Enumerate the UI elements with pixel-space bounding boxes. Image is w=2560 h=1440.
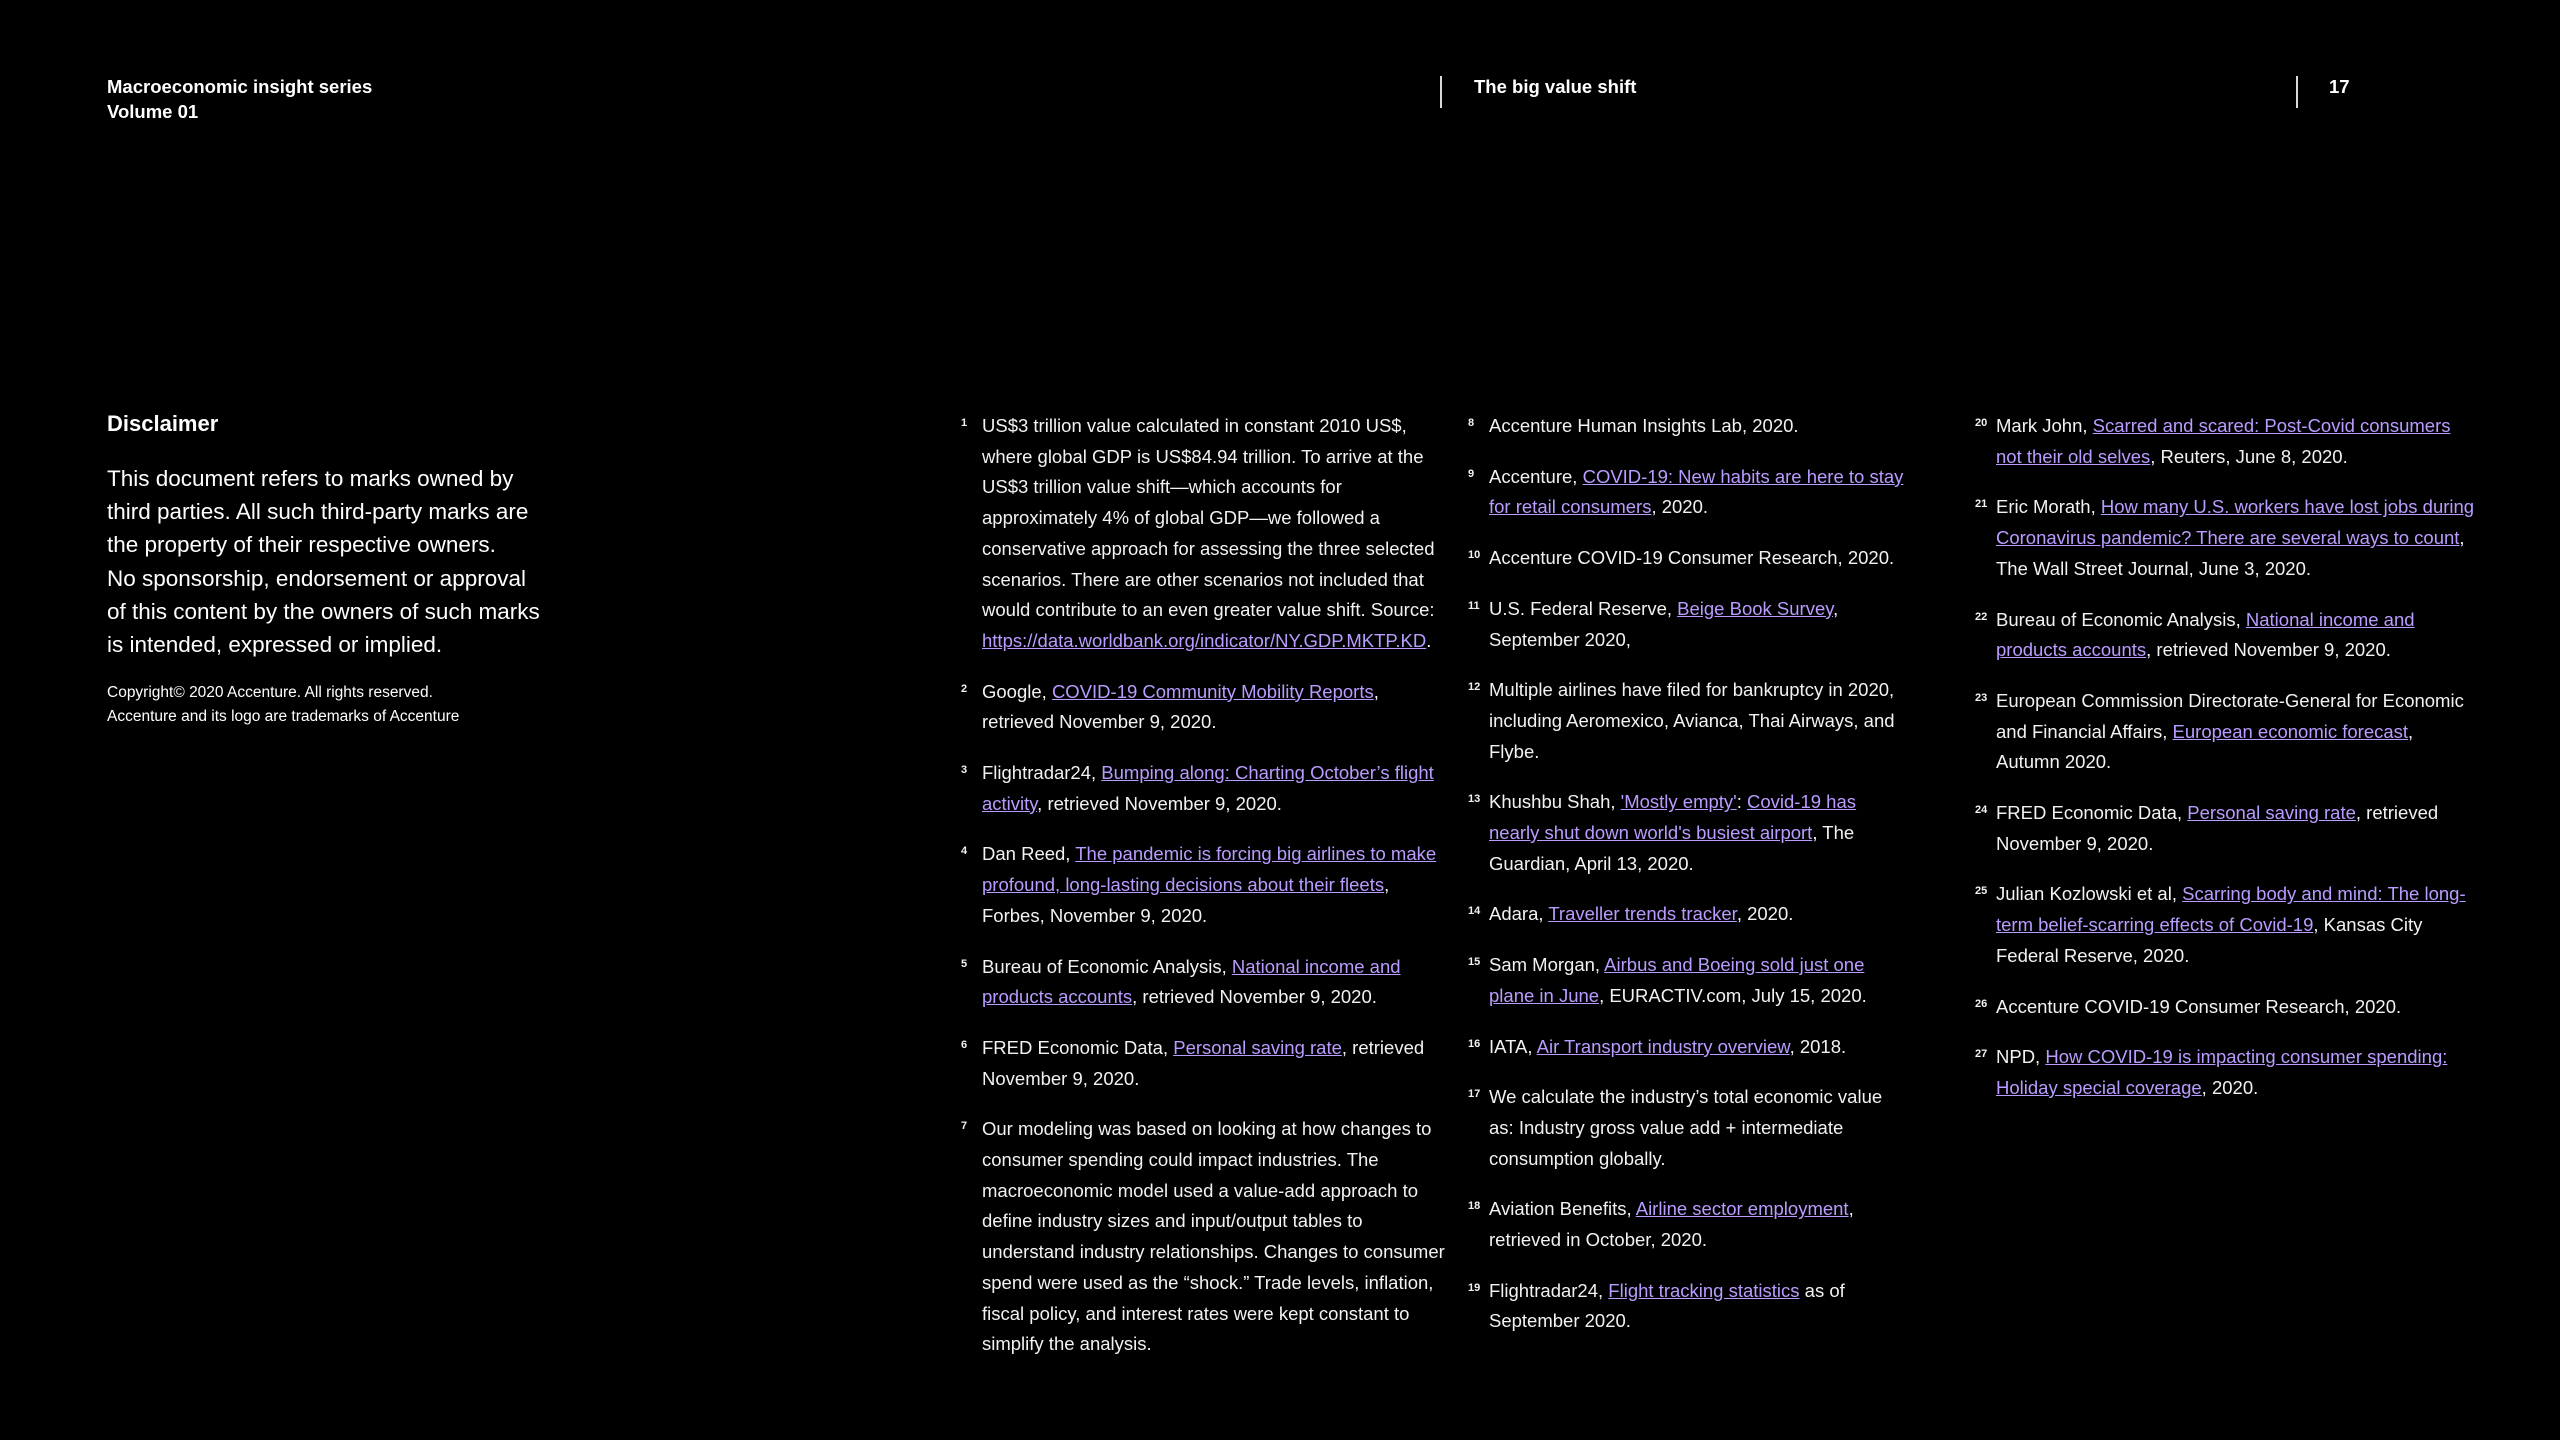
footnote-text: FRED Economic Data, — [1996, 802, 2188, 824]
footnote-item — [961, 758, 1452, 819]
series-title: Macroeconomic insight series — [107, 76, 373, 97]
footnote-link[interactable]: National income and products accounts — [982, 955, 1401, 1008]
footnote-number: 27 — [1975, 1048, 1988, 1061]
footnote-link[interactable]: Air Transport industry overview — [1536, 1035, 1790, 1057]
footnote-link[interactable]: Covid-19 has nearly shut down world's busiest airport — [1489, 791, 1857, 844]
footnote-text: NPD, — [1996, 1046, 2046, 1068]
footnote-link[interactable]: https://data.worldbank.org/indicator/NY.GDP.MKTP.KD — [982, 629, 1427, 651]
footnote-text: Accenture COVID-19 Consumer Research, 2020. — [1996, 995, 2402, 1017]
footnote-number: 15 — [1468, 956, 1481, 969]
footnote-link[interactable]: Airbus and Boeing sold just one plane in June — [1489, 954, 1865, 1006]
footnote-item — [1975, 879, 2476, 971]
footnote-text: , retrieved November 9, 2020. — [982, 1036, 1425, 1089]
footnote-number: 5 — [961, 957, 968, 970]
footnote-item — [1975, 686, 2476, 778]
footnotes-column-2 — [1468, 411, 1909, 1357]
footnotes-column-3 — [1975, 411, 2476, 1124]
footnote-number: 6 — [961, 1038, 968, 1051]
footnote-text: U.S. Federal Reserve, — [1489, 597, 1678, 619]
footnote-link[interactable]: How COVID-19 is impacting consumer spending: Holiday special coverage — [1996, 1046, 2448, 1098]
footnote-number: 13 — [1468, 793, 1481, 806]
footnote-link[interactable]: How many U.S. workers have lost jobs during Coronavirus pandemic? There are several ways to count — [1996, 496, 2475, 549]
footnote-text: , Reuters, June 8, 2020. — [2150, 445, 2348, 467]
footnote-link[interactable]: Beige Book Survey — [1677, 597, 1834, 619]
disclaimer-line: This document refers to marks owned by — [107, 466, 514, 491]
footnote-item — [961, 411, 1452, 657]
footnote-number: 25 — [1975, 885, 1988, 898]
footnote-item — [1468, 462, 1909, 523]
footnote-text: Flightradar24, — [982, 762, 1102, 784]
footnote-text: FRED Economic Data, — [982, 1036, 1174, 1058]
footnote-item — [1468, 594, 1909, 655]
footnote-link[interactable]: 'Mostly empty' — [1620, 791, 1737, 813]
footnote-text: Sam Morgan, — [1489, 954, 1605, 976]
footnote-text: Accenture COVID-19 Consumer Research, 2020. — [1489, 547, 1895, 569]
footnote-link[interactable]: Scarred and scared: Post-Covid consumers not their old selves — [1996, 415, 2451, 467]
footnote-text: IATA, — [1489, 1035, 1537, 1057]
footnote-number: 24 — [1975, 804, 1988, 817]
footnote-text: , Kansas City Federal Reserve, 2020. — [1996, 914, 2423, 966]
footnote-text: Accenture, — [1489, 465, 1583, 487]
footnote-text: , The Wall Street Journal, June 3, 2020. — [1996, 527, 2465, 579]
footnote-text: , September 2020, — [1489, 597, 1839, 650]
footnote-text: Accenture Human Insights Lab, 2020. — [1489, 415, 1799, 436]
disclaimer-line: the property of their respective owners. — [107, 532, 496, 558]
footnote-text: Adara, — [1489, 903, 1549, 925]
disclaimer-body — [107, 462, 567, 661]
footnote-item — [1468, 1194, 1909, 1255]
footnote-number: 26 — [1975, 997, 1988, 1010]
footnote-number: 2 — [961, 682, 968, 695]
footnote-link[interactable]: COVID-19: New habits are here to stay for retail consumers — [1489, 465, 1904, 518]
footnote-item — [961, 952, 1452, 1013]
footnote-link[interactable]: COVID-19 Community Mobility Reports — [1051, 680, 1374, 702]
footnote-text: , Autumn 2020. — [1996, 720, 2414, 773]
footnote-item — [1468, 1276, 1909, 1337]
footnote-item — [1468, 1032, 1909, 1063]
footnote-text: , retrieved November 9, 2020. — [982, 680, 1379, 733]
copyright-text: Copyright© 2020 Accenture. All rights reserved. — [107, 684, 433, 701]
footnote-text: Bureau of Economic Analysis, — [982, 955, 1232, 977]
page-number: 17 — [2329, 76, 2350, 97]
footnote-item — [1468, 787, 1909, 879]
footnote-item — [961, 1114, 1452, 1360]
footnote-item — [1468, 950, 1909, 1011]
footnote-number: 11 — [1468, 599, 1480, 612]
footnote-text: , retrieved November 9, 2020. — [1037, 792, 1282, 814]
footnote-item — [1468, 543, 1909, 574]
footnote-number: 21 — [1975, 498, 1988, 511]
disclaimer-line: is intended, expressed or implied. — [107, 632, 443, 658]
footnote-link[interactable]: Personal saving rate — [2187, 802, 2356, 824]
footnote-text: : — [1736, 791, 1747, 813]
footnote-link[interactable]: The pandemic is forcing big airlines to make profound, long-lasting decisions about their fleets — [982, 843, 1437, 896]
footnote-number: 9 — [1468, 467, 1475, 480]
footnote-item — [1975, 492, 2476, 584]
footnote-item — [1975, 798, 2476, 859]
footnote-item — [1975, 1042, 2476, 1103]
footnote-text: , retrieved November 9, 2020. — [1996, 802, 2439, 854]
footnote-item — [961, 1033, 1452, 1094]
footnote-text: We calculate the industry’s total economic value as: Industry gross value add + intermediate consumption globally. — [1489, 1086, 1883, 1169]
footnote-number: 18 — [1468, 1200, 1481, 1213]
footnote-number: 10 — [1468, 549, 1481, 562]
footnote-number: 1 — [961, 417, 968, 429]
footnote-number: 16 — [1468, 1037, 1481, 1050]
disclaimer-line: No sponsorship, endorsement or approval — [107, 565, 526, 591]
footnote-item — [1468, 411, 1909, 442]
footnote-number: 20 — [1975, 417, 1988, 429]
footnote-text: , EURACTIV.com, July 15, 2020. — [1599, 984, 1867, 1006]
footnote-text: . — [1426, 629, 1432, 651]
footnote-item — [1468, 675, 1909, 767]
footnote-text: Dan Reed, — [982, 843, 1076, 865]
footnote-text: Our modeling was based on looking at how changes to consumer spending could impact industries. The macroeconomic model used a value-add approach to define industry sizes and input/output tables to understand industry relationships. Changes to consumer spend were used as the “shock.” Trade levels, inflation, fiscal policy, and interest rates were kept constant to simplify the analysis. — [982, 1118, 1445, 1355]
footnote-item — [1975, 605, 2476, 666]
footnote-text: as of September 2020. — [1489, 1279, 1845, 1332]
footnote-text: US$3 trillion value calculated in constant 2010 US$, where global GDP is US$84.94 trillion. To arrive at the US$3 trillion value shift—which accounts for approximately 4% of global GDP—we followed a conservative approach for assessing the three selected scenarios. There are other scenarios not included that would contribute to an even greater value shift. Source: — [982, 415, 1435, 621]
trademark-text: Accenture and its logo are trademarks of Accenture — [107, 708, 460, 725]
footnote-item — [961, 677, 1452, 738]
footnote-number: 17 — [1468, 1088, 1481, 1101]
footnote-item — [961, 839, 1452, 931]
disclaimer-title: Disclaimer — [107, 411, 219, 436]
copyright-notice — [107, 681, 567, 729]
header-divider — [1440, 76, 1442, 108]
footnote-item — [1975, 411, 2476, 472]
footnote-text: , 2018. — [1789, 1035, 1847, 1057]
footnote-link[interactable]: Scarring body and mind: The long-term belief-scarring effects of Covid-19 — [1996, 883, 2466, 936]
footnote-text: , retrieved November 9, 2020. — [1132, 986, 1377, 1008]
footnote-number: 8 — [1468, 417, 1475, 429]
footnote-text: European Commission Directorate-General for Economic and Financial Affairs, — [1996, 689, 2464, 742]
header-divider — [2296, 76, 2298, 108]
footnote-text: Eric Morath, — [1996, 496, 2101, 518]
footnote-text: Multiple airlines have filed for bankruptcy in 2020, including Aeromexico, Avianca, Thai Airways, and Flybe. — [1489, 679, 1895, 762]
footnote-text: , The Guardian, April 13, 2020. — [1489, 822, 1855, 874]
footnote-link[interactable]: National income and products accounts — [1996, 608, 2415, 661]
section-title: The big value shift — [1474, 76, 1637, 97]
footnote-link[interactable]: Personal saving rate — [1173, 1036, 1342, 1058]
footnote-text: , retrieved November 9, 2020. — [2146, 639, 2391, 661]
footnote-item — [1975, 992, 2476, 1023]
footnote-text: , 2020. — [2201, 1076, 2259, 1098]
volume-label: Volume 01 — [107, 101, 199, 122]
footnote-text: Flightradar24, — [1489, 1279, 1609, 1301]
footnote-text: Khushbu Shah, — [1489, 791, 1621, 813]
footnote-link[interactable]: European economic forecast — [2172, 720, 2409, 742]
footnote-text: Bureau of Economic Analysis, — [1996, 608, 2246, 630]
footnote-text: Mark John, — [1996, 415, 2093, 436]
footnote-number: 4 — [961, 845, 968, 858]
footnote-link[interactable]: Bumping along: Charting October’s flight activity — [982, 762, 1434, 814]
footnote-link[interactable]: Airline sector employment — [1635, 1198, 1849, 1220]
footnote-text: Julian Kozlowski et al, — [1996, 883, 2183, 905]
footnote-link[interactable]: Flight tracking statistics — [1608, 1279, 1800, 1301]
footnote-item — [1468, 899, 1909, 930]
footnotes-column-1 — [961, 411, 1452, 1380]
footnote-text: Aviation Benefits, — [1489, 1198, 1636, 1220]
disclaimer-line: of this content by the owners of such marks — [107, 598, 540, 624]
footnote-text: , 2020. — [1651, 496, 1709, 518]
footnote-number: 19 — [1468, 1281, 1481, 1294]
footnote-text: , retrieved in October, 2020. — [1489, 1198, 1854, 1251]
footnote-number: 12 — [1468, 681, 1481, 694]
footnote-item — [1468, 1082, 1909, 1174]
footnote-text: , 2020. — [1736, 903, 1794, 925]
footnote-text: , Forbes, November 9, 2020. — [982, 874, 1390, 926]
footnote-number: 3 — [961, 764, 968, 777]
disclaimer-line: third parties. All such third-party marks are — [107, 499, 529, 525]
footnote-number: 22 — [1975, 610, 1988, 623]
header-series — [107, 74, 372, 124]
footnote-link[interactable]: Traveller trends tracker — [1548, 903, 1737, 925]
footnote-number: 14 — [1468, 905, 1481, 918]
footnote-number: 23 — [1975, 691, 1988, 704]
footnote-number: 7 — [961, 1120, 968, 1133]
footnote-text: Google, — [982, 680, 1052, 702]
